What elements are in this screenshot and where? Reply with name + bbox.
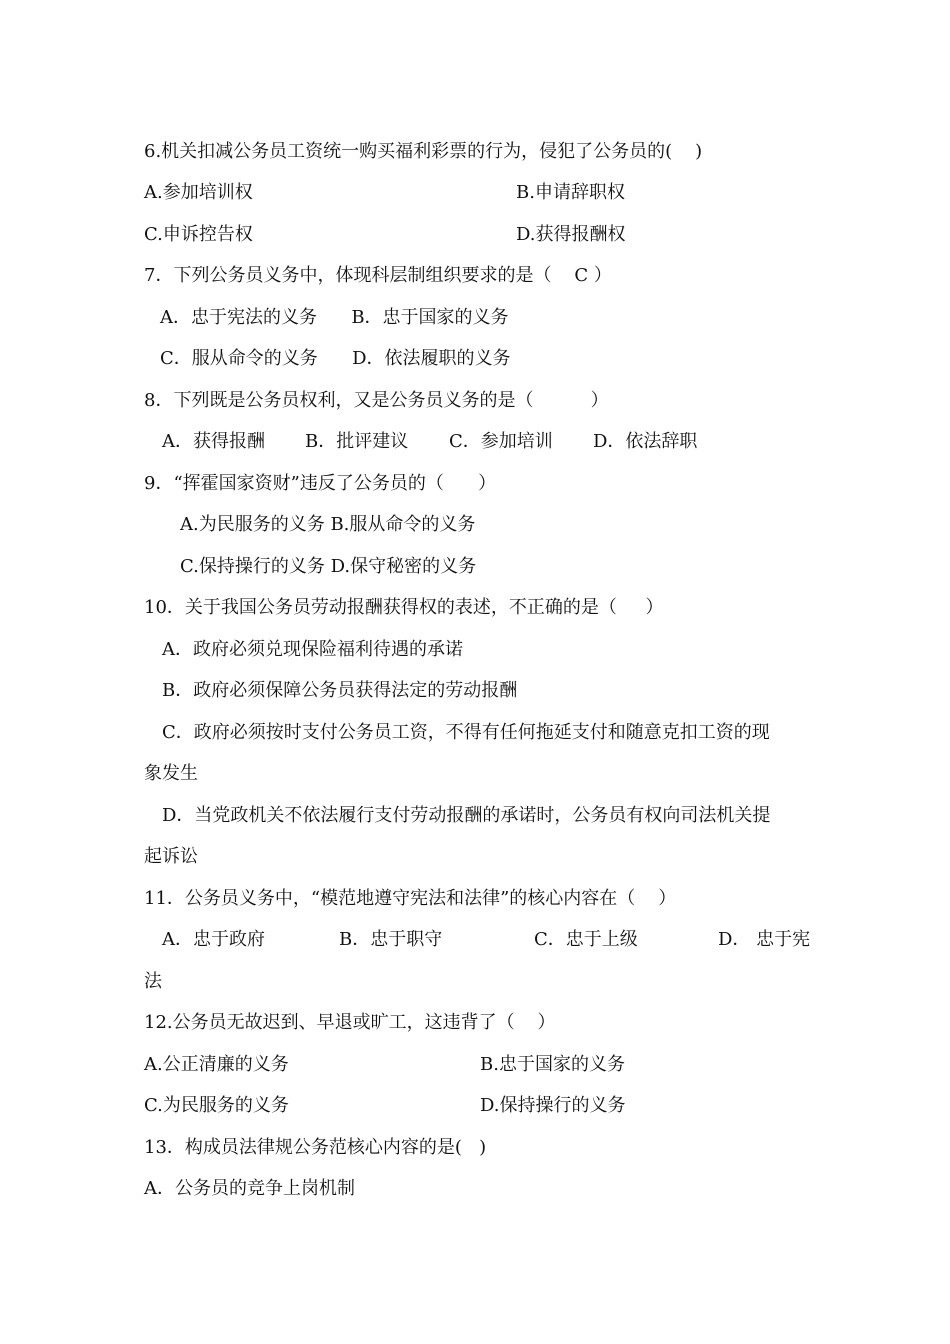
- question-8-stem: 8．下列既是公务员权利，又是公务员义务的是（ ）: [144, 390, 609, 411]
- question-6-option-b: B.申请辞职权: [516, 182, 625, 203]
- question-6-option-d: D.获得报酬权: [516, 224, 626, 245]
- question-12-option-c: C.为民服务的义务: [144, 1095, 289, 1116]
- question-10-option-a: A．政府必须兑现保险福利待遇的承诺: [162, 639, 463, 660]
- question-11-option-a: A．忠于政府: [162, 929, 265, 950]
- question-9-options-row-1: A.为民服务的义务 B.服从命令的义务: [180, 514, 476, 535]
- question-8-option-a: A．获得报酬: [162, 431, 265, 452]
- question-8-option-d: D．依法辞职: [593, 431, 698, 452]
- question-12-option-d: D.保持操行的义务: [480, 1095, 626, 1116]
- question-11-option-d: D． 忠于宪: [718, 929, 811, 950]
- question-11-option-b: B．忠于职守: [339, 929, 443, 950]
- question-11-option-c: C．忠于上级: [534, 929, 638, 950]
- question-8-option-b: B．批评建议: [305, 431, 409, 452]
- question-7-stem: 7．下列公务员义务中，体现科层制组织要求的是（ C ）: [144, 265, 612, 286]
- question-12-option-a: A.公正清廉的义务: [144, 1054, 289, 1075]
- question-10-option-c-line-1: C．政府必须按时支付公务员工资，不得有任何拖延支付和随意克扣工资的现: [162, 722, 770, 743]
- question-10-option-d-line-1: D．当党政机关不依法履行支付劳动报酬的承诺时，公务员有权向司法机关提: [162, 805, 771, 826]
- question-12-stem: 12.公务员无故迟到、早退或旷工，这违背了（ ）: [144, 1012, 556, 1033]
- question-9-options-row-2: C.保持操行的义务 D.保守秘密的义务: [180, 556, 477, 577]
- question-10-option-d-line-2: 起诉讼: [144, 846, 198, 867]
- question-6-option-c: C.申诉控告权: [144, 224, 253, 245]
- question-6-option-a: A.参加培训权: [144, 182, 253, 203]
- question-6-stem: 6.机关扣减公务员工资统一购买福利彩票的行为，侵犯了公务员的( ): [144, 141, 703, 162]
- question-7-options-row-1: A．忠于宪法的义务 B．忠于国家的义务: [160, 307, 509, 328]
- question-7-options-row-2: C．服从命令的义务 D．依法履职的义务: [160, 348, 511, 369]
- question-11-option-d-wrap: 法: [144, 971, 162, 992]
- question-13-option-a: A．公务员的竞争上岗机制: [144, 1178, 355, 1199]
- question-13-stem: 13．构成员法律规公务范核心内容的是( ): [144, 1137, 487, 1158]
- question-10-option-b: B．政府必须保障公务员获得法定的劳动报酬: [162, 680, 518, 701]
- question-12-option-b: B.忠于国家的义务: [480, 1054, 625, 1075]
- question-10-option-c-line-2: 象发生: [144, 763, 198, 784]
- question-9-stem: 9．“挥霍国家资财”违反了公务员的（ ）: [144, 473, 497, 494]
- question-8-option-c: C．参加培训: [449, 431, 553, 452]
- question-10-stem: 10．关于我国公务员劳动报酬获得权的表述，不正确的是（ ）: [144, 597, 664, 618]
- question-11-stem: 11．公务员义务中，“模范地遵守宪法和法律”的核心内容在（ ）: [144, 888, 677, 909]
